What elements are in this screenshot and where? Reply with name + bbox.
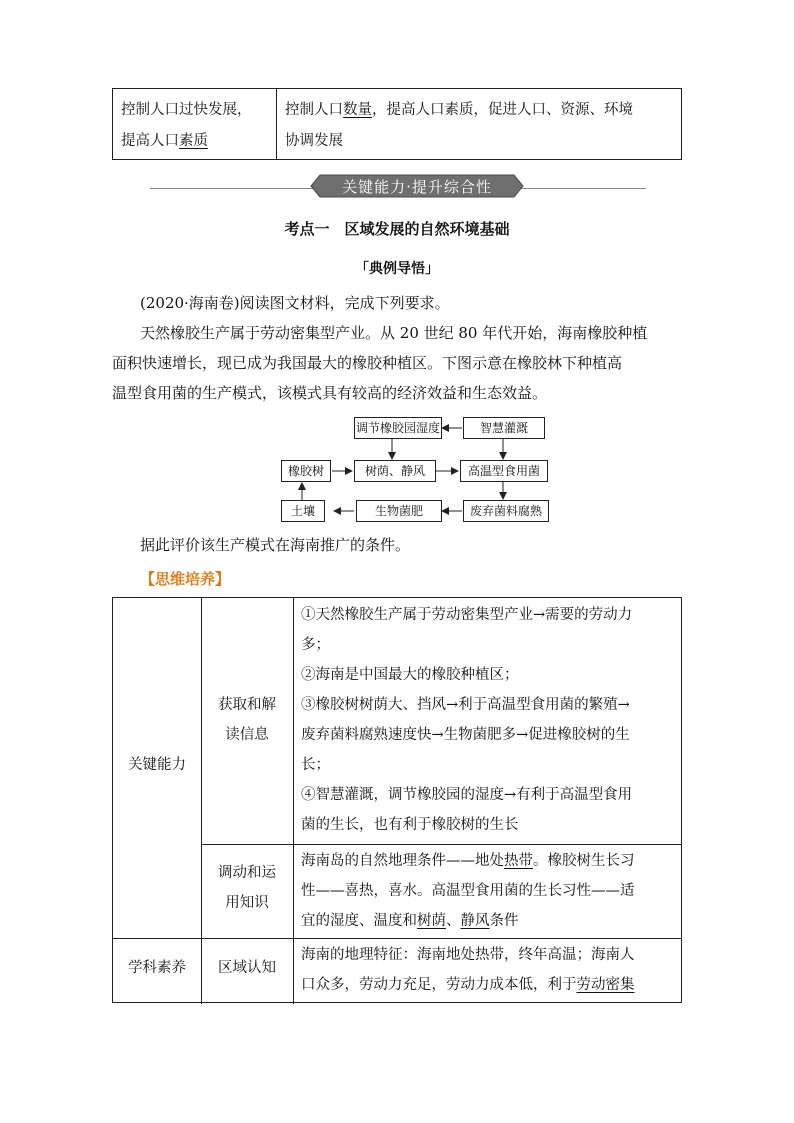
key-ability-cell: 关键能力 [128,757,186,773]
region-line-2: 口众多，劳动力充足，劳动力成本低，利于劳动密集 [301,977,635,993]
material-line-3: 温型食用菌的生产模式，该模式具有较高的经济效益和生态效益。 [112,384,548,402]
info-line: 长； [301,757,330,773]
info-line: 废弃菌料腐熟速度快→生物菌肥多→促进橡胶树的生 [301,727,630,743]
top-table-left-cell [113,89,277,159]
thinking-table [112,597,682,1003]
knowledge-line-3: 宜的湿度、温度和树荫、静风条件 [301,913,519,929]
question-text: 据此评价该生产模式在海南推广的条件。 [140,536,411,554]
top-right-line1: 控制人口数量，提高人口素质，促进人口、资源、环境 [285,102,633,118]
apply-line-1: 调动和运 [218,865,276,881]
flow-node-waste: 废弃菌料腐熟 [463,500,549,522]
info-line: 多； [301,637,330,653]
flow-node-fertilizer: 生物菌肥 [356,500,442,522]
flow-node-irrigation: 智慧灌溉 [463,417,545,439]
region-cell: 区域认知 [218,960,276,976]
apply-line-2: 用知识 [225,895,269,911]
flow-node-humidity: 调节橡胶园湿度 [354,417,442,439]
top-table-right-cell [277,89,681,159]
example-tag: 「典例导悟」 [355,261,439,277]
top-left-line2: 提高人口素质 [121,133,208,149]
top-summary-table [112,88,682,160]
section-label: 【思维培养】 [140,570,231,588]
info-lines-cell [301,600,679,840]
knowledge-cell [301,846,679,936]
flow-node-rubber: 橡胶树 [281,460,331,482]
info-line: ③橡胶树树荫大、挡风→利于高温型食用菌的繁殖→ [301,697,630,713]
acquire-info-cell [201,690,293,750]
banner-text: 关键能力·提升综合性 [342,178,492,196]
material-line-2: 面积快速增长，现已成为我国最大的橡胶种植区。下图示意在橡胶林下种植高 [112,354,623,372]
top-right-line2: 协调发展 [285,133,343,149]
section-heading: 考点一 区域发展的自然环境基础 [284,220,510,238]
apply-knowledge-cell [201,858,293,918]
acquire-line-1: 获取和解 [218,697,276,713]
intro-line: (2020·海南卷)阅读图文材料，完成下列要求。 [140,294,450,312]
info-line: ①天然橡胶生产属于劳动密集型产业→需要的劳动力 [301,607,633,623]
info-line: 菌的生长，也有利于橡胶树的生长 [301,817,519,833]
top-left-line1: 控制人口过快发展， [121,102,252,118]
knowledge-line-2: 性——喜热，喜水。高温型食用菌的生长习性——适 [301,883,635,899]
info-line: ②海南是中国最大的橡胶种植区； [301,667,519,683]
col-divider-2 [293,598,294,1004]
banner-left-rule [150,188,320,189]
acquire-line-2: 读信息 [225,727,269,743]
row-divider-2 [113,938,682,939]
flow-node-shade: 树荫、静风 [354,460,436,482]
knowledge-line-1: 海南岛的自然地理条件——地处热带。橡胶树生长习 [301,853,635,869]
col-divider-1 [201,598,202,1004]
region-text-cell [301,940,679,1000]
flow-node-soil: 土壤 [281,500,325,522]
material-line-1: 天然橡胶生产属于劳动密集型产业。从 20 世纪 80 年代开始，海南橡胶种植 [140,324,648,342]
section-banner [310,174,524,198]
row-divider-1 [201,844,682,845]
info-line: ④智慧灌溉，调节橡胶园的湿度→有利于高温型食用 [301,787,633,803]
flow-node-fungus: 高温型食用菌 [460,460,548,482]
literacy-cell: 学科素养 [128,960,186,976]
banner-right-rule [514,188,646,189]
region-line-1: 海南的地理特征：海南地处热带，终年高温；海南人 [301,947,635,963]
